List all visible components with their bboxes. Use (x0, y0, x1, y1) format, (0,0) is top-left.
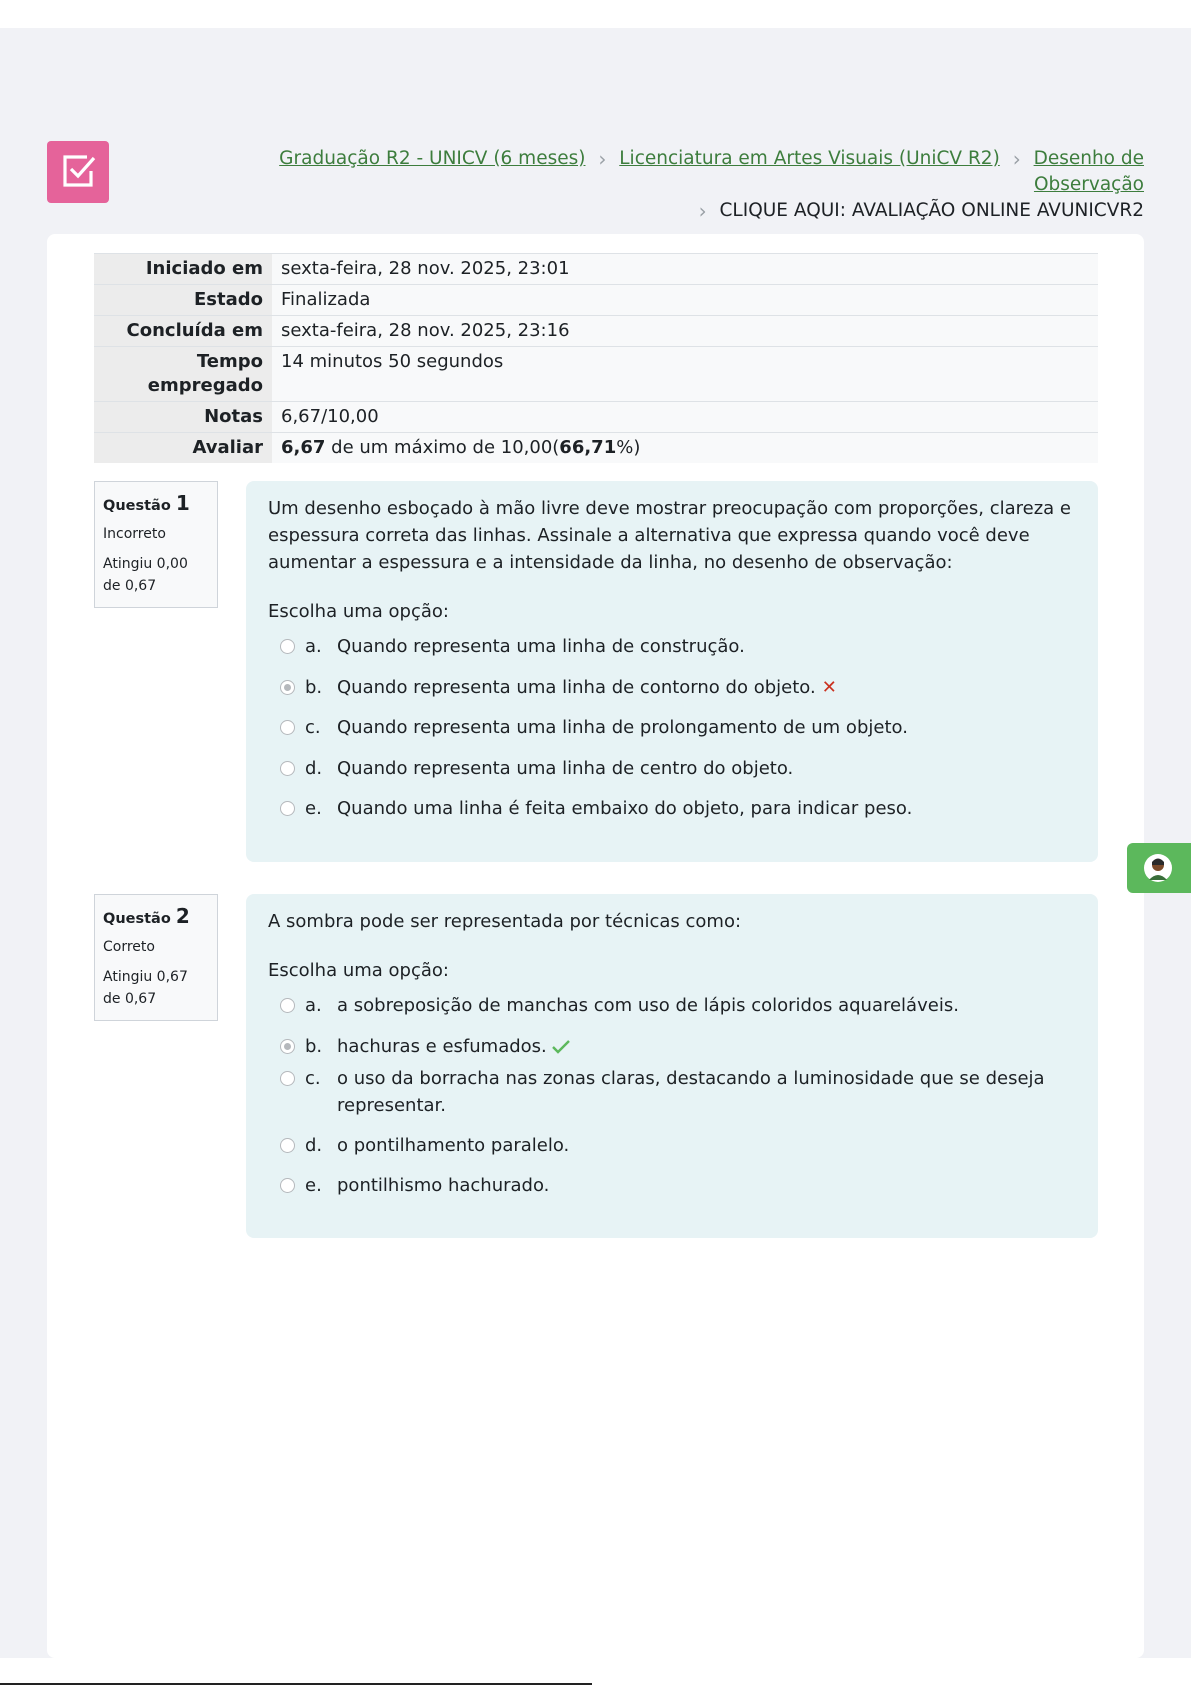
option-text: pontilhismo hachurado. (337, 1175, 550, 1196)
question-grade: Atingiu 0,00 de 0,67 (103, 556, 188, 594)
answer-list (268, 992, 1076, 1213)
summary-label: Tempo empregado (94, 347, 272, 402)
option-text: a sobreposição de manchas com uso de lápis coloridos aquareláveis. (337, 995, 959, 1016)
question-number-value: 1 (175, 491, 190, 515)
option-text: Quando representa uma linha de contorno do objeto. (337, 676, 816, 698)
breadcrumb-link-course-group[interactable]: Graduação R2 - UNICV (6 meses) (279, 148, 586, 169)
answer-option[interactable] (268, 1033, 1076, 1065)
question-number (103, 492, 209, 517)
option-letter: c. (305, 717, 321, 738)
avatar-button[interactable] (1127, 843, 1191, 893)
attempt-summary-table (94, 253, 1098, 463)
question-label: Questão (103, 911, 171, 927)
radio-button[interactable] (280, 720, 295, 735)
radio-button[interactable] (280, 761, 295, 776)
summary-label: Iniciado em (94, 254, 272, 285)
radio-button[interactable] (280, 639, 295, 654)
answer-option[interactable] (268, 1132, 1076, 1173)
summary-value (272, 433, 1098, 464)
radio-button[interactable] (280, 1039, 295, 1054)
option-text: o pontilhamento paralelo. (337, 1134, 570, 1156)
question-content (246, 481, 1098, 862)
incorrect-icon: ✕ (821, 676, 837, 698)
option-text: Quando representa uma linha de prolongamento de um objeto. (337, 717, 908, 738)
answer-option[interactable] (268, 674, 1076, 715)
answer-prompt: Escolha uma opção: (268, 960, 449, 981)
breadcrumb-link-course[interactable]: Desenho de Observação (1033, 148, 1144, 195)
breadcrumb (164, 146, 1144, 224)
radio-button[interactable] (280, 1178, 295, 1193)
question-info (94, 481, 218, 608)
question-state: Correto (103, 939, 155, 955)
radio-button[interactable] (280, 998, 295, 1013)
option-letter: b. (305, 676, 323, 698)
answer-list (268, 633, 1076, 836)
summary-row-completed (94, 316, 1098, 347)
answer-option[interactable] (268, 1172, 1076, 1213)
answer-option[interactable] (268, 755, 1076, 796)
question-label: Questão (103, 498, 171, 514)
summary-value: Finalizada (272, 285, 1098, 316)
question-info (94, 894, 218, 1021)
option-letter: d. (305, 1134, 323, 1156)
summary-value: sexta-feira, 28 nov. 2025, 23:16 (272, 316, 1098, 347)
answer-option[interactable] (268, 992, 1076, 1033)
quiz-check-icon (47, 141, 109, 203)
summary-value: sexta-feira, 28 nov. 2025, 23:01 (272, 254, 1098, 285)
radio-button[interactable] (280, 1071, 295, 1086)
answer-option[interactable] (268, 795, 1076, 836)
option-text: hachuras e esfumados. (337, 1035, 547, 1057)
summary-row-started (94, 254, 1098, 285)
option-text: Quando uma linha é feita embaixo do objeto, para indicar peso. (337, 798, 913, 819)
radio-button[interactable] (280, 680, 295, 695)
summary-label: Estado (94, 285, 272, 316)
question-number-value: 2 (175, 904, 190, 928)
summary-label: Notas (94, 402, 272, 433)
grade-percent-sign: %) (616, 437, 641, 458)
radio-button[interactable] (280, 801, 295, 816)
chevron-right-icon: › (698, 199, 707, 223)
grade-percent: 66,71 (559, 437, 617, 458)
grade-max: de um máximo de 10,00( (325, 437, 560, 458)
answer-option[interactable] (268, 714, 1076, 755)
option-letter: a. (305, 636, 322, 657)
radio-button[interactable] (280, 1138, 295, 1153)
answer-option[interactable] (268, 633, 1076, 674)
question-text: A sombra pode ser representada por técnicas como: (268, 911, 742, 932)
summary-row-grade (94, 433, 1098, 464)
summary-label: Concluída em (94, 316, 272, 347)
breadcrumb-current: CLIQUE AQUI: AVALIAÇÃO ONLINE AVUNICVR2 (719, 200, 1144, 221)
option-text: Quando representa uma linha de centro do objeto. (337, 757, 794, 779)
option-letter: a. (305, 995, 322, 1016)
summary-value: 6,67/10,00 (272, 402, 1098, 433)
answer-prompt: Escolha uma opção: (268, 601, 449, 622)
option-letter: d. (305, 757, 323, 779)
summary-row-marks (94, 402, 1098, 433)
summary-row-state (94, 285, 1098, 316)
breadcrumb-link-program[interactable]: Licenciatura em Artes Visuais (UniCV R2) (619, 148, 1000, 169)
option-letter: e. (305, 798, 322, 819)
question-number (103, 905, 209, 930)
summary-value: 14 minutos 50 segundos (272, 347, 1098, 402)
question-text: Um desenho esboçado à mão livre deve mostrar preocupação com proporções, clareza e espessura correta das linhas. Assinale a alternativa que expressa quando você deve aumentar a espessura e a intensidade da linha, no desenho de observação: (268, 498, 1071, 573)
option-text-wrap (337, 1033, 1076, 1060)
summary-row-time (94, 347, 1098, 402)
option-text-wrap (337, 674, 1076, 701)
option-text: Quando representa uma linha de construção. (337, 636, 745, 657)
summary-label: Avaliar (94, 433, 272, 464)
option-letter: e. (305, 1175, 322, 1196)
question-content (246, 894, 1098, 1238)
question-state: Incorreto (103, 526, 166, 542)
chevron-right-icon: › (598, 147, 607, 171)
option-letter: c. (305, 1067, 321, 1089)
answer-option[interactable] (268, 1065, 1076, 1132)
avatar-icon (1143, 853, 1173, 883)
correct-check-icon (551, 1039, 571, 1055)
chevron-right-icon: › (1012, 147, 1021, 171)
question-grade: Atingiu 0,67 de 0,67 (103, 969, 188, 1007)
grade-score: 6,67 (281, 437, 326, 458)
option-text: o uso da borracha nas zonas claras, destacando a luminosidade que se deseja representar. (337, 1067, 1045, 1116)
option-letter: b. (305, 1035, 323, 1057)
